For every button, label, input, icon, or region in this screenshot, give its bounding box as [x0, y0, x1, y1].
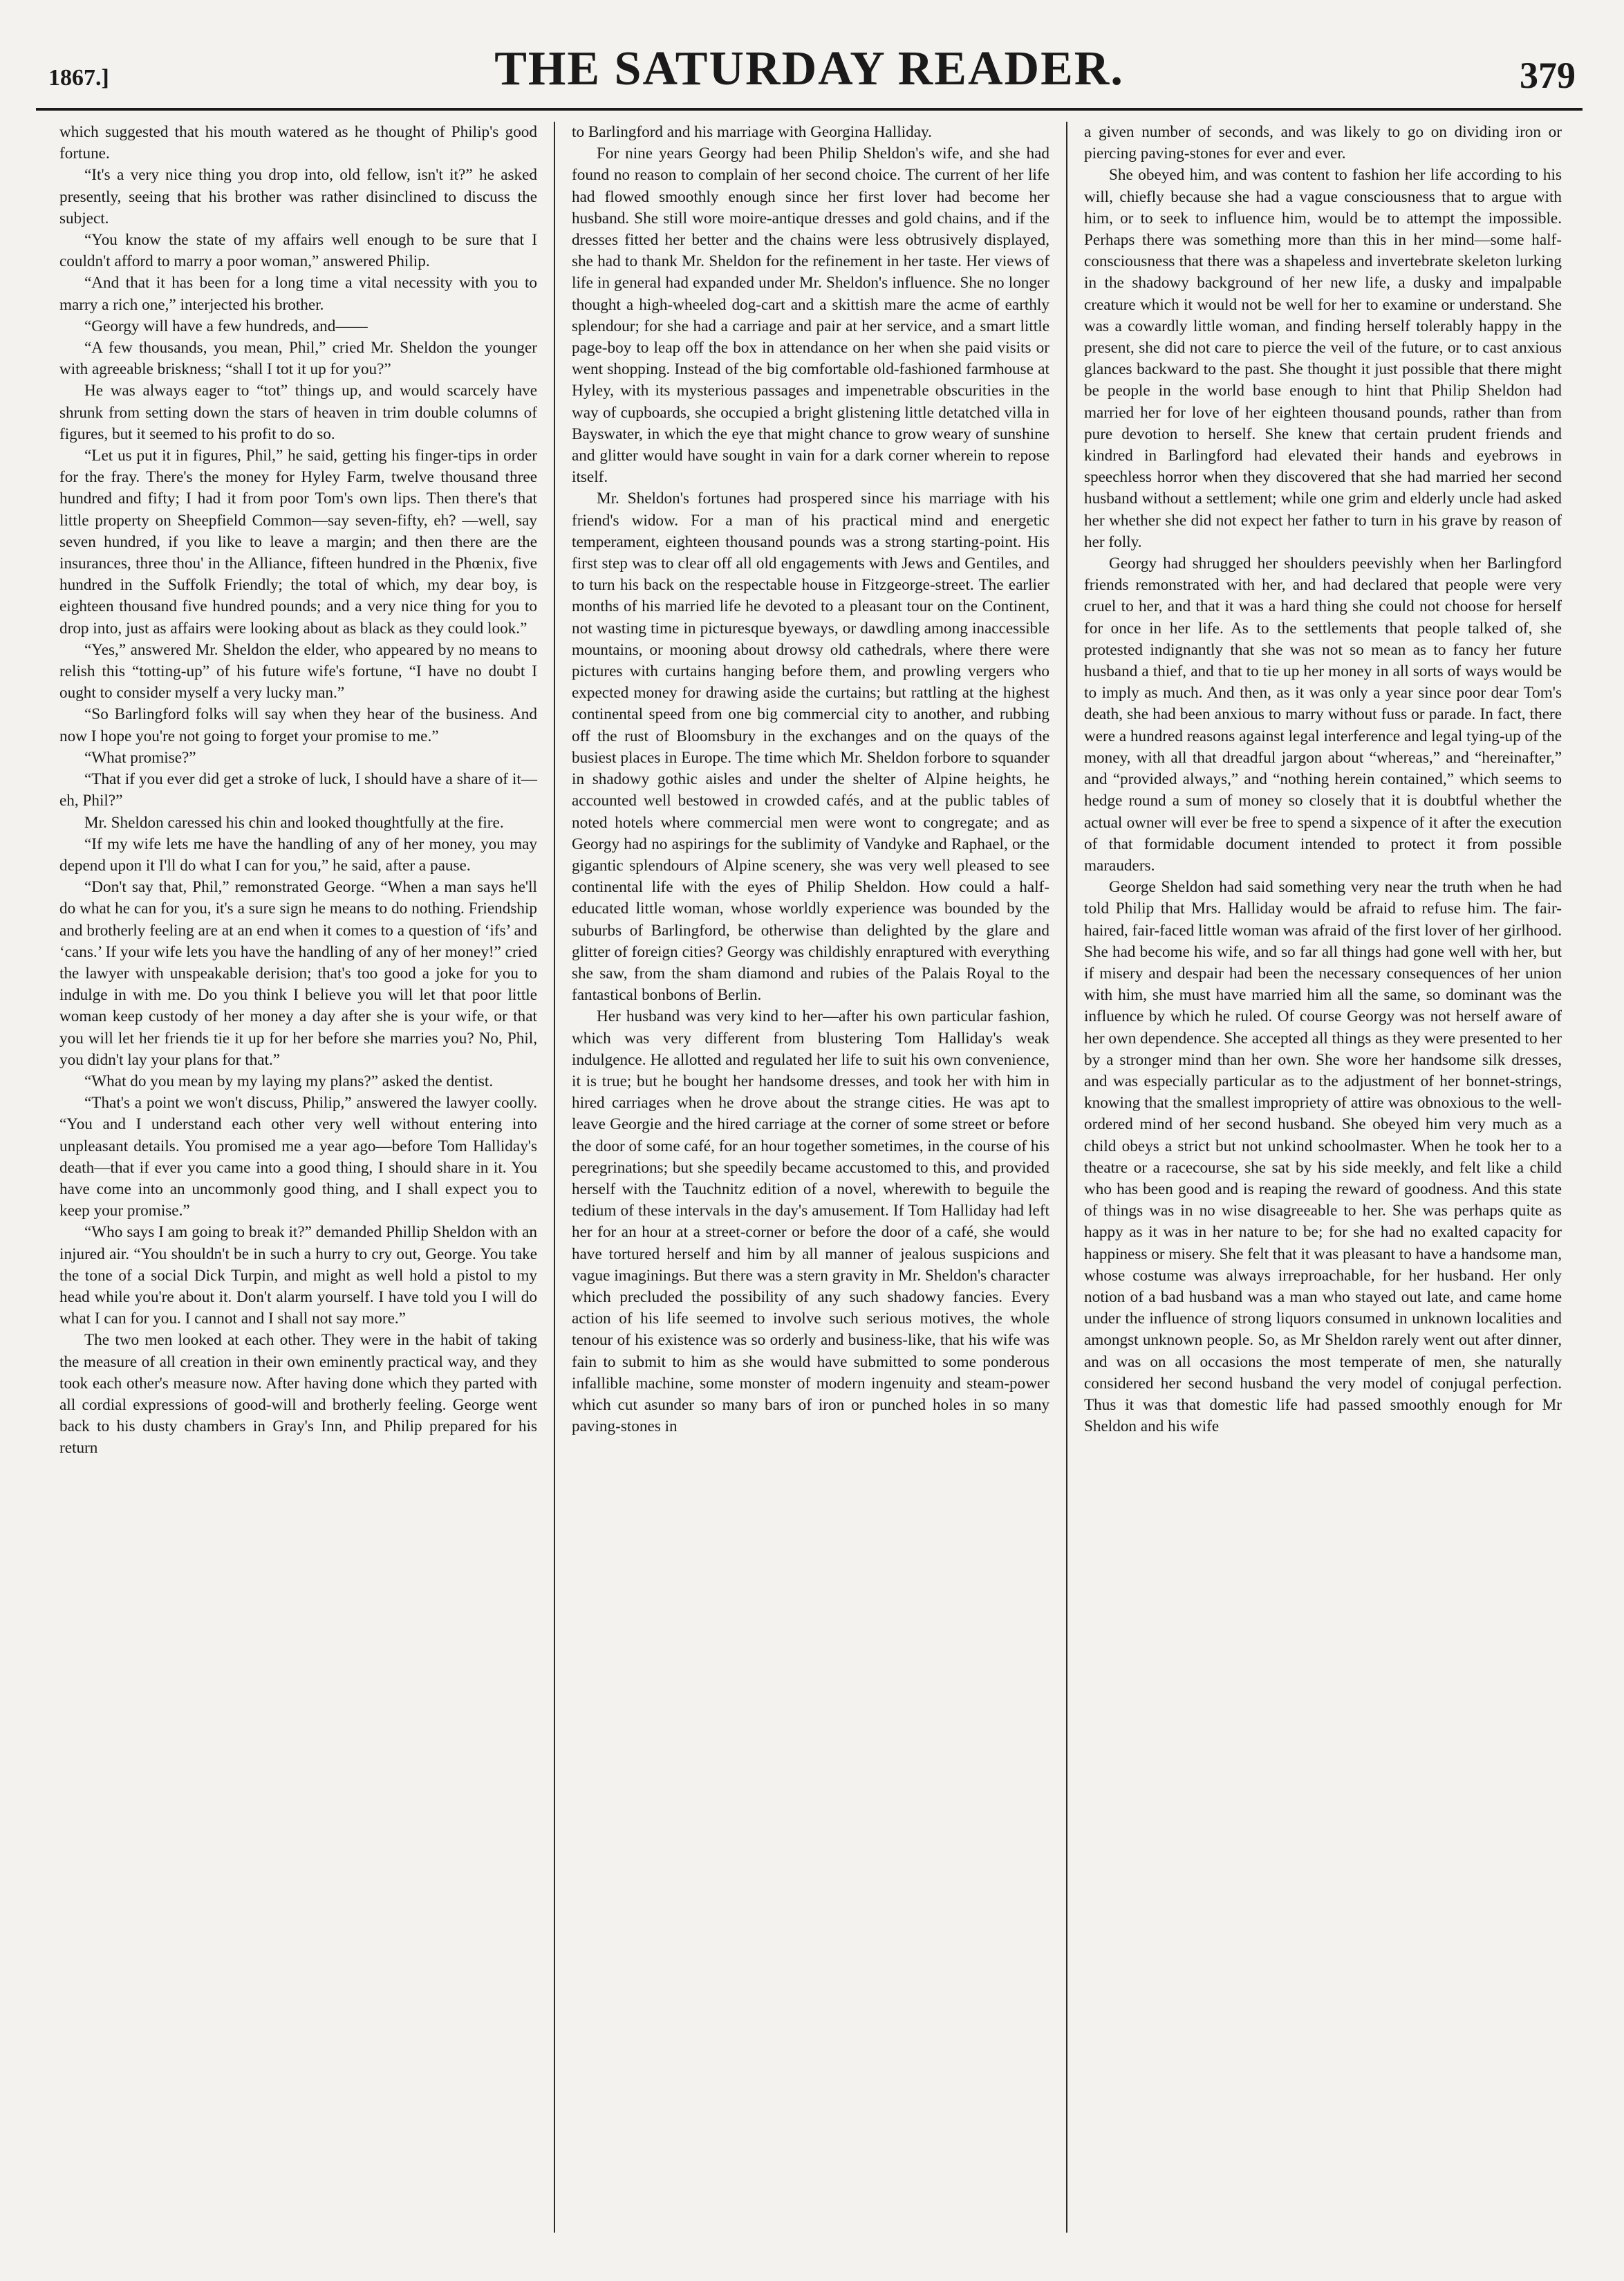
paragraph: Mr. Sheldon's fortunes had prospered since his marriage with his friend's widow. For a man of his practical mind and energetic temperament, eighteen thousand pounds was a strong starting-point. His first step was to clear off all old engagements with Jews and Gentiles, and to turn his back on the respectable house in Fitzgeorge-street. The earlier months of his married life he devoted to a pleasant tour on the Continent, not wasting time in picturesque byeways, or dawdling among inaccessible mountains, or mooning about drowsy old cathedrals, where there were pictures with curtains hanging before them, and prowling vergers who expected money for drawing aside the curtains; but rattling at the highest continental speed from one big commercial city to another, and rubbing off the rust of Bloomsbury in the exchanges and on the quays of the busiest places in Europe. The time which Mr. Sheldon forbore to squander in shadowy gothic aisles and under the shelter of Alpine heights, he accounted well bestowed in crowded cafés, and at the public tables of noted hotels where commercial men were wont to congregate; and as Georgy had no aspirings for the sublimity of Vandyke and Raphael, or the gigantic splendours of Alpine scenery, she was very well pleased to see continental life with the eyes of Philip Sheldon. How could a half-educated little woman, whose worldly experience was bounded by the suburbs of Barlingford, be otherwise than delighted by the glare and glitter of foreign cities? Georgy was childishly enraptured with everything she saw, from the sham diamond and rubies of the Palais Royal to the fantastical bonbons of Berlin. [572, 490, 1049, 1005]
paragraph: “Let us put it in figures, Phil,” he said, getting his finger-tips in order for the fray. There's the money for Hyley Farm, twelve thousand three hundred and fifty; I had it from poor Tom's own lips. Then there's that little property on Sheepfield Common—say seven-fifty, eh? —well, say seven hundred, if you like to leave a margin; and then there are the insurances, three thou' in the Alliance, fifteen hundred in the Phœnix, five hundred in the Suffolk Friendly; the total of which, my dear boy, is eighteen thousand five hundred pounds; and a very nice thing for you to drop into, just as affairs were looking about as black as they could look.” [59, 447, 537, 637]
paragraph: Mr. Sheldon caressed his chin and looked thoughtfully at the fire. [84, 813, 504, 832]
paragraph: “That's a point we won't discuss, Philip,” answered the lawyer coolly. “You and I understand each other very well without entering into unpleasant details. You promised me a year ago—before Tom Halliday's death—that if ever you came into a good thing, I should share in it. You have come into an uncommonly good thing, and I shall expect you to keep your promise.” [59, 1094, 537, 1220]
paragraph: “So Barlingford folks will say when they hear of the business. And now I hope you're not going to forget your promise to me.” [59, 705, 537, 745]
paragraph: She obeyed him, and was content to fashion her life according to his will, chiefly because she had a vague consciousness that to argue with him, or to seek to influence him, would be to attempt the impossible. Perhaps there was something more than this in her mind—some half-consciousness that there was a shapeless and invertebrate skeleton lurking in the shadowy background of her new life, a dusky and impalpable creature which it would not be well for her to examine or understand. She was a cowardly little woman, and finding herself tolerably happy in the present, she did not care to pierce the veil of the future, or to cast anxious glances backward to the past. She thought it just possible that there might be people in the world base enough to hint that Philip Sheldon had married her for love of her eighteen thousand pounds, rather than from pure devotion to herself. She knew that certain prudent friends and kindred in Barlingford had elevated their hands and eyebrows in speechless horror when they discovered that she had married her second husband without a settlement; while one grim and elderly uncle had asked her whether she did not expect her father to turn in his grave by reason of her folly. [1084, 166, 1562, 551]
paragraph: “What do you mean by my laying my plans?” asked the dentist. [84, 1072, 494, 1090]
paragraph: “A few thousands, you mean, Phil,” cried Mr. Sheldon the younger with agreeable briskness; “shall I tot it up for you?” [59, 339, 537, 379]
paragraph: “What promise?” [84, 748, 196, 767]
page-year: 1867.] [48, 65, 109, 91]
paragraph: “You know the state of my affairs well enough to be sure that I couldn't afford to marry a poor woman,” answered Philip. [59, 231, 537, 271]
paragraph: George Sheldon had said something very near the truth when he had told Philip that Mrs. Halliday would be afraid to refuse him. The fair-haired, fair-faced little woman was afraid of the first lover of her girlhood. She had become his wife, and so far all things had gone well with her, but if misery and despair had been the necessary consequences of her union with him, she must have married him all the same, so dominant was the influence by which he ruled. Of course Georgy was not herself aware of her own dependence. She accepted all things as they were presented to her by a stronger mind than her own. She wore her handsome silk dresses, and was especially particular as to the adjustment of her bonnet-strings, knowing that the smallest impropriety of attire was obnoxious to the well-ordered mind of her second husband. She obeyed him very much as a child obeys a strict but not unkind schoolmaster. When he took her to a theatre or a racecourse, she sat by his side meekly, and felt like a child who has been good and is reaping the reward of goodness. And this state of things was in no wise disagreeable to her. She was perhaps quite as happy as it was in her nature to be; for she had no exalted capacity for happiness or misery. She felt that it was pleasant to have a handsome man, whose costume was always irreproachable, for her husband. Her only notion of a bad husband was a man who stayed out late, and came home under the influence of strong liquors consumed in unknown localities and amongst unknown people. So, as Mr Sheldon rarely went out after dinner, and was on all occasions the most temperate of men, she naturally considered her second husband the very model of conjugal perfection. Thus it was that domestic life had passed smoothly enough for Mr Sheldon and his wife [1084, 878, 1562, 1436]
page-number: 379 [1520, 55, 1576, 96]
paragraph: which suggested that his mouth watered as he thought of Philip's good fortune. [59, 123, 537, 163]
page-header [36, 26, 1583, 111]
paragraph: “Who says I am going to break it?” demanded Phillip Sheldon with an injured air. “You shouldn't be in such a hurry to cry out, George. You take the tone of a social Dick Turpin, and might as well hold a pistol to my head while you're about it. Don't alarm yourself. I have told you I will do what I can for you. I cannot and I shall not say more.” [59, 1223, 537, 1328]
article-columns [43, 122, 1578, 2233]
column-1 [43, 122, 554, 2233]
column-3 [1066, 122, 1578, 2233]
column-2 [554, 122, 1066, 2233]
paragraph: “That if you ever did get a stroke of luck, I should have a share of it—eh, Phil?” [59, 770, 537, 810]
paragraph: “If my wife lets me have the handling of any of her money, you may depend upon it I'll do what I can for you,” he said, after a pause. [59, 835, 537, 875]
masthead-title: THE SATURDAY READER. [494, 42, 1124, 95]
paragraph: Her husband was very kind to her—after his own particular fashion, which was very different from blustering Tom Halliday's weak indulgence. He allotted and regulated her life to suit his own convenience, it is true; but he bought her handsome dresses, and took her with him in hired carriages when he drove about the strange cities. He was apt to leave Georgie and the hired carriage at the corner of some street or before the door of some café, for an hour together sometimes, in the course of his peregrinations; but she speedily became accustomed to this, and provided herself with the Tauchnitz edition of a novel, wherewith to beguile the tedium of these intervals in the day's amusement. If Tom Halliday had left her for an hour at a street-corner or before the door of a café, she would have tortured herself and him by all manner of jealous suspicions and vague imaginings. But there was a stern gravity in Mr. Sheldon's character which precluded the possibility of any such shadowy fancies. Every action of his life seemed to involve such serious motives, the whole tenour of his existence was so orderly and business-like, that his wife was fain to submit to him as she would have submitted to some ponderous infallible machine, some monster of modern ingenuity and steam-power which cut asunder so many bars of iron or punched holes in so many paving-stones in [572, 1007, 1049, 1436]
paragraph: For nine years Georgy had been Philip Sheldon's wife, and she had found no reason to complain of her second choice. The current of her life had flowed smoothly enough since her first lover had become her husband. She still wore moire-antique dresses and gold chains, and if the dresses fitted her better and the chains were less obtrusively displayed, she had to thank Mr. Sheldon for the refinement in her taste. Her views of life in general had expanded under Mr. Sheldon's influence. She no longer thought a high-wheeled dog-cart and a skittish mare the acme of earthly splendour; for she had a carriage and pair at her service, and a smart little page-boy to leap off the box in attendance on her when she paid visits or went shopping. Instead of the big comfortable old-fashioned farmhouse at Hyley, with its mysterious passages and impenetrable obscurities in the way of cupboards, she occupied a bright glistening little detatched villa in Bayswater, in which the eye that might chance to grow weary of sunshine and glitter would have sought in vain for a dark corner wherein to repose itself. [572, 145, 1049, 487]
paragraph: “Don't say that, Phil,” remonstrated George. “When a man says he'll do what he can for you, it's a sure sign he means to do nothing. Friendship and brotherly feeling are at an end when it comes to a question of ‘ifs’ and ‘cans.’ If your wife lets you have the handling of any of her money!” cried the lawyer with unspeakable derision; that's too good a joke for you to indulge in with me. Do you think I believe you will let that poor little woman keep custody of her money a day after she is your wife, or that you will let her friends tie it up for her before she marries you? No, Phil, you didn't lay your plans for that.” [59, 878, 537, 1069]
paragraph: “And that it has been for a long time a vital necessity with you to marry a rich one,” interjected his brother. [59, 274, 537, 314]
paragraph: “Georgy will have a few hundreds, and—— [84, 317, 368, 335]
paragraph: Georgy had shrugged her shoulders peevishly when her Barlingford friends remonstrated with her, and had declared that people were very cruel to her, and that it was a hard thing she could not choose for herself for once in her life. As to the settlements that people talked of, she protested indignantly that she was not so mean as to fancy her future husband a thief, and that to tie up her money in all sorts of ways would be to imply as much. And then, as it was only a year since poor dear Tom's death, she had been anxious to marry without fuss or parade. In fact, there were a hundred reasons against legal interference and legal tying-up of the money, with all that dreadful jargon about “whereas,” and “hereinafter,” and “provided always,” and “nothing herein contained,” which seems to hedge round a sum of money so closely that it is doubtful whether the actual owner will ever be free to spend a sixpence of it after the execution of that formidable document intended to protect it from possible marauders. [1084, 555, 1562, 875]
paragraph: “Yes,” answered Mr. Sheldon the elder, who appeared by no means to relish this “totting-up” of his future wife's fortune, “I have no doubt I ought to consider myself a very lucky man.” [59, 640, 537, 702]
paragraph: “It's a very nice thing you drop into, old fellow, isn't it?” he asked presently, seeing that his brother was rather disinclined to discuss the subject. [59, 166, 537, 227]
paragraph: The two men looked at each other. They were in the habit of taking the measure of all creation in their own eminently practical way, and they took each other's measure now. After having done which they parted with all cordial expressions of good-will and brotherly feeling. George went back to his dusty chambers in Gray's Inn, and Philip prepared for his return [59, 1331, 537, 1458]
paragraph: a given number of seconds, and was likely to go on dividing iron or piercing paving-stones for ever and ever. [1084, 123, 1562, 163]
paragraph: He was always eager to “tot” things up, and would scarcely have shrunk from setting down the stars of heaven in trim double columns of figures, but it seemed to his profit to do so. [59, 382, 537, 443]
paragraph: to Barlingford and his marriage with Georgina Halliday. [572, 123, 932, 141]
